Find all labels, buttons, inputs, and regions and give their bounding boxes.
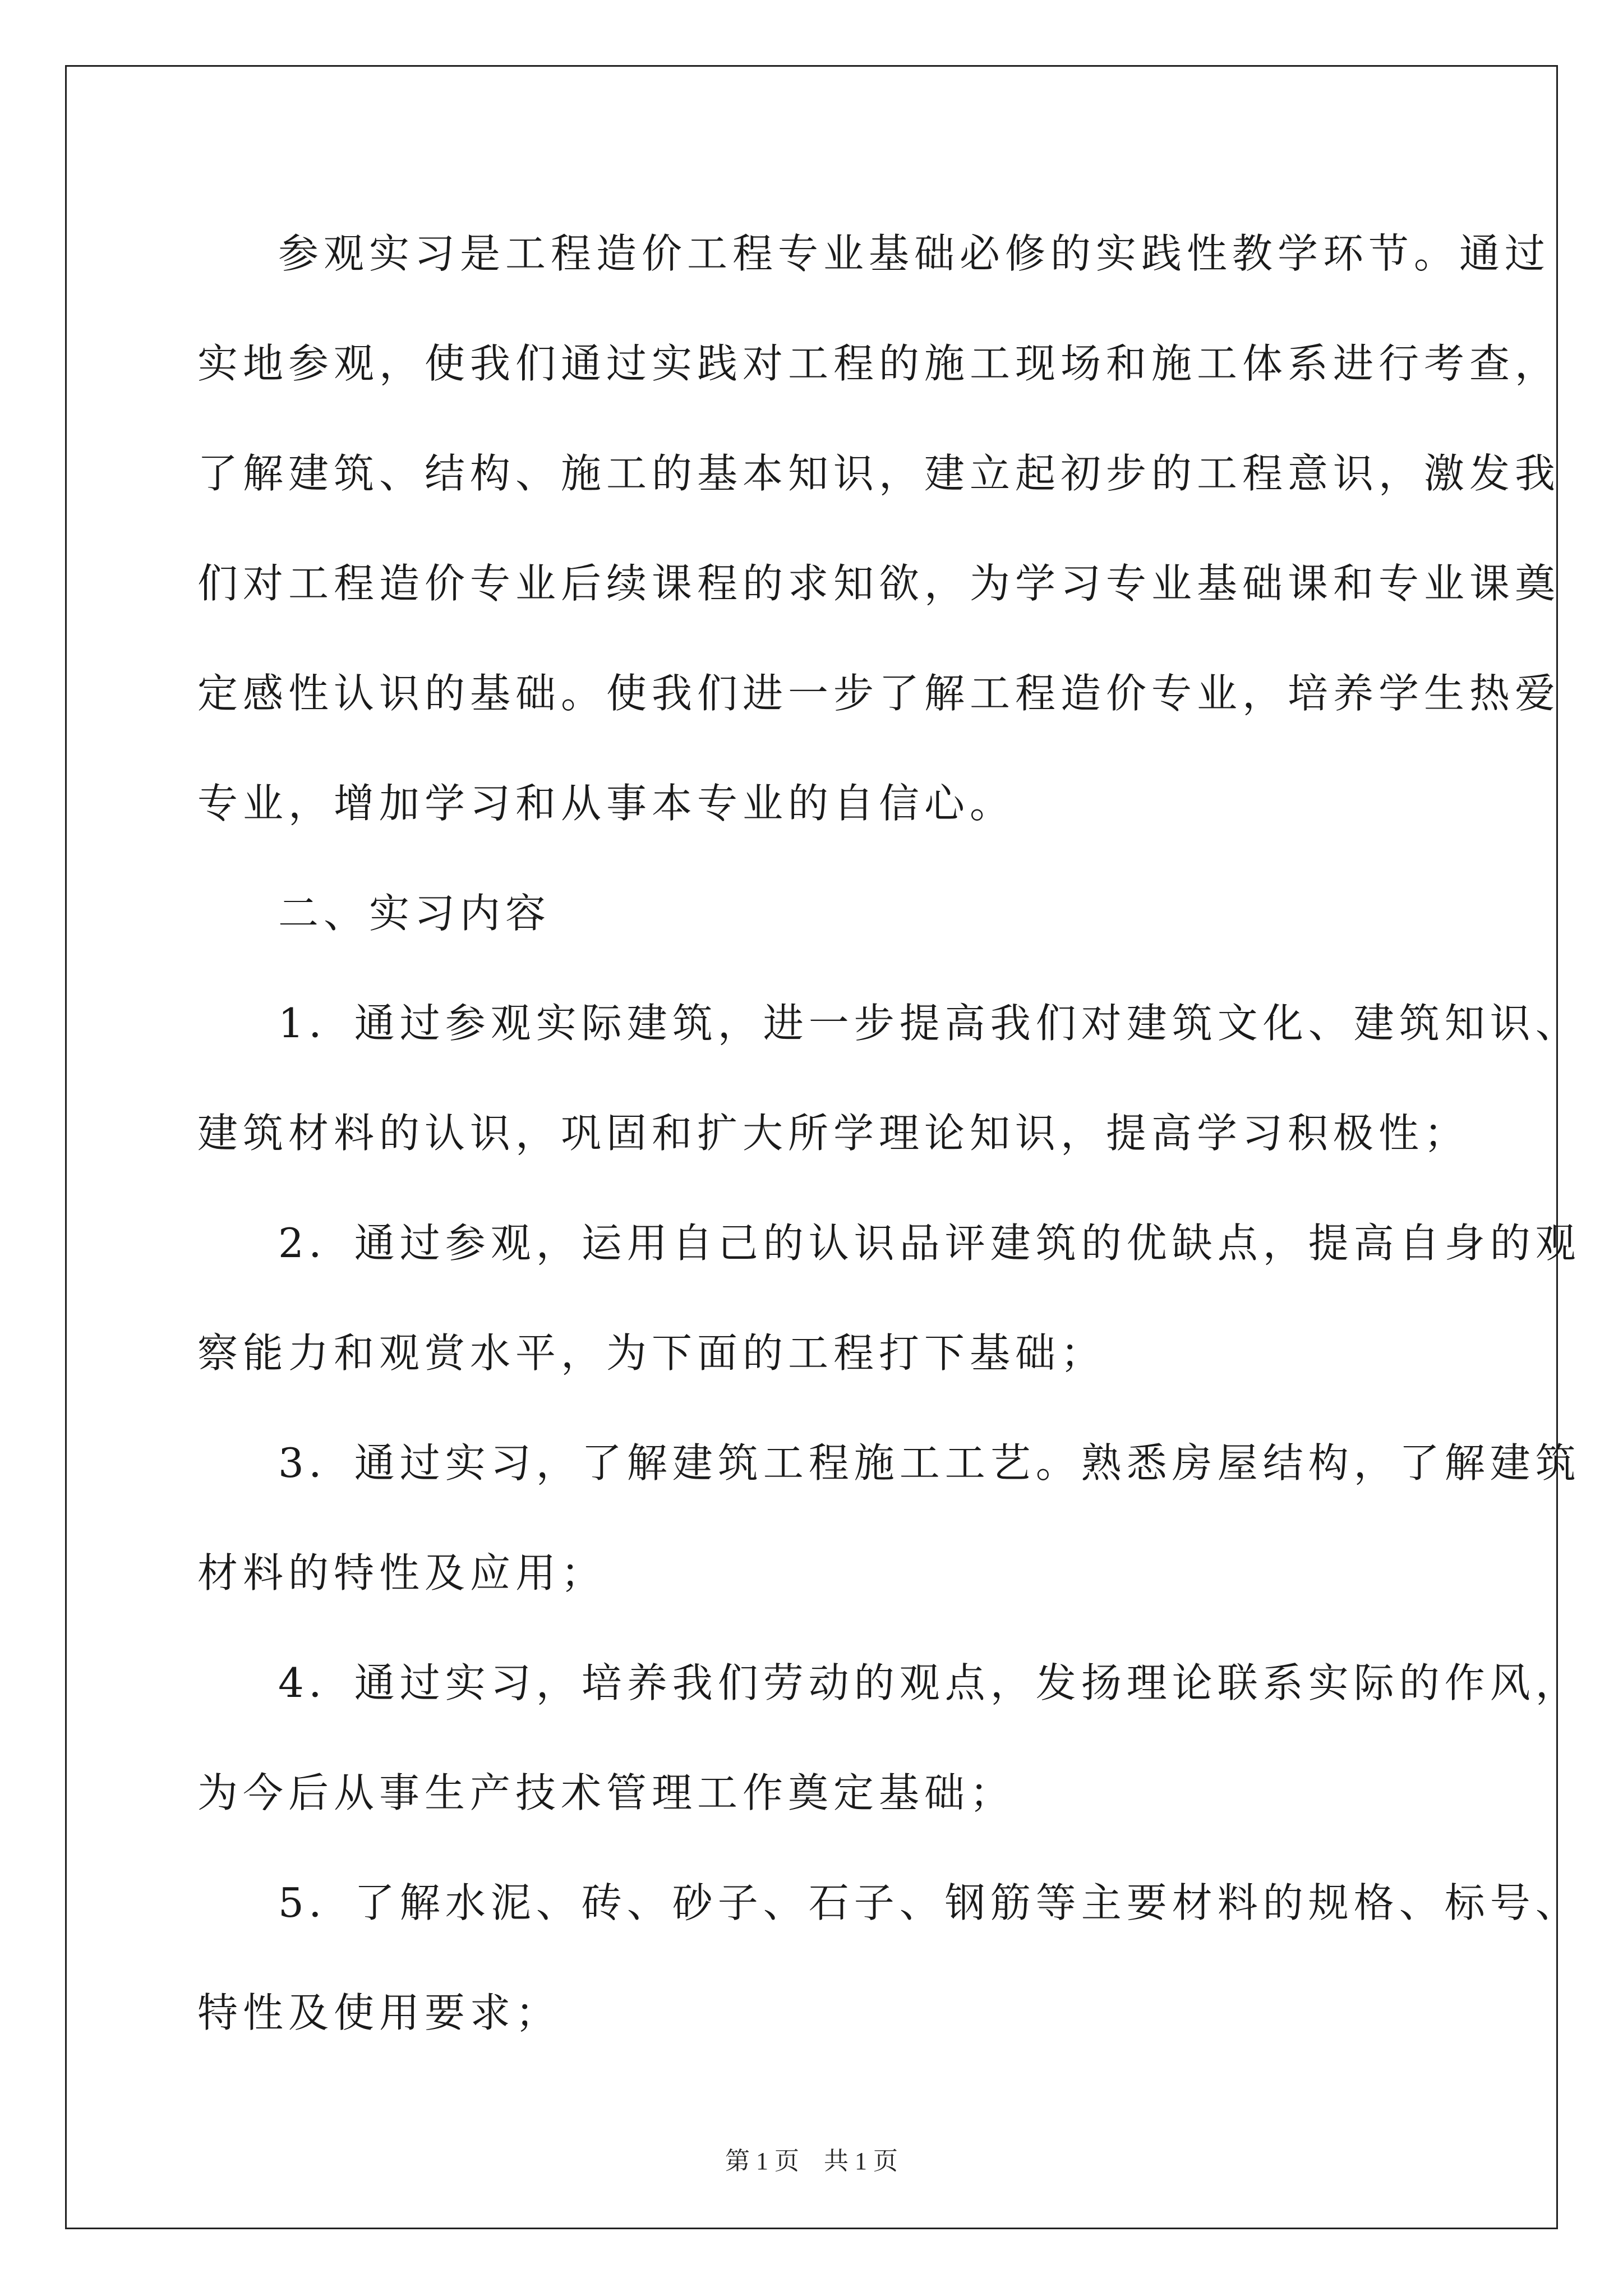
paragraph-line: 专业，增加学习和从事本专业的自信心。 [197, 780, 1016, 827]
paragraph-line: 参观实习是工程造价工程专业基础必修的实践性教学环节。通过 [278, 230, 1551, 277]
paragraph-line: 实地参观，使我们通过实践对工程的施工现场和施工体系进行考查， [197, 340, 1561, 387]
list-item-line: 为今后从事生产技术管理工作奠定基础； [197, 1769, 1016, 1816]
paragraph-line: 定感性认识的基础。使我们进一步了解工程造价专业，培养学生热爱 [197, 670, 1561, 717]
list-item-line: 材料的特性及应用； [197, 1549, 607, 1596]
list-item-line: 2．通过参观，运用自己的认识品评建筑的优缺点，提高自身的观 [278, 1220, 1581, 1267]
list-item-line: 1．通过参观实际建筑，进一步提高我们对建筑文化、建筑知识、 [278, 1000, 1581, 1047]
list-item-line: 察能力和观赏水平，为下面的工程打下基础； [197, 1329, 1106, 1377]
list-item-line: 特性及使用要求； [197, 1989, 561, 2036]
list-item-line: 4．通过实习，培养我们劳动的观点，发扬理论联系实际的作风， [278, 1659, 1581, 1706]
list-item-line: 5．了解水泥、砖、砂子、石子、钢筋等主要材料的规格、标号、 [278, 1879, 1581, 1926]
list-item-line: 建筑材料的认识，巩固和扩大所学理论知识，提高学习积极性； [197, 1110, 1470, 1157]
list-item-line: 3．通过实习，了解建筑工程施工工艺。熟悉房屋结构，了解建筑 [278, 1439, 1581, 1487]
paragraph-line: 了解建筑、结构、施工的基本知识，建立起初步的工程意识，激发我 [197, 450, 1561, 497]
paragraph-line: 们对工程造价专业后续课程的求知欲，为学习专业基础课和专业课奠 [197, 560, 1561, 607]
page-number-footer: 第 1 页 共 1 页 [725, 2147, 898, 2175]
section-heading: 二、实习内容 [278, 890, 551, 937]
